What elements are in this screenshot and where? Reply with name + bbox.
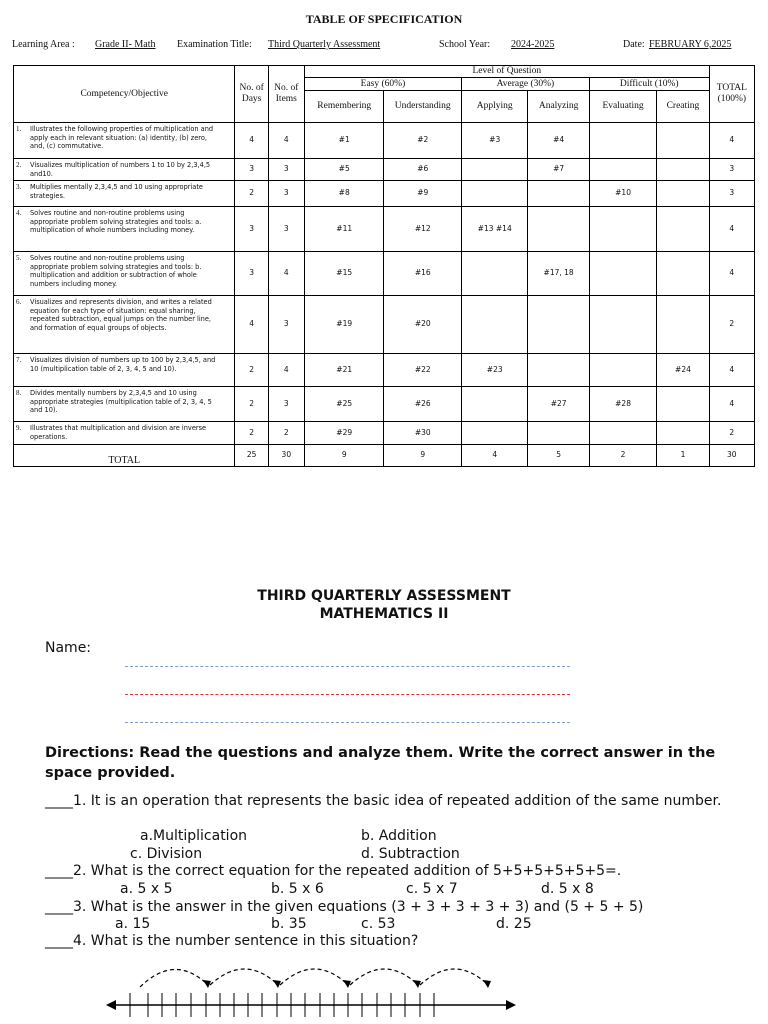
total-creating: 1 [657, 445, 709, 467]
competency-text: Illustrates the following properties of multiplication and apply each in relevant situation: (a) identity, (b) zero, and, (c) commutative. [30, 125, 214, 151]
cell-remembering: #29 [304, 422, 384, 445]
header-level: Level of Question [304, 66, 709, 78]
table-row [14, 354, 755, 387]
competency-cell [14, 159, 235, 181]
header-analyzing: Analyzing [528, 91, 589, 123]
question-1-text: 1. It is an operation that represents the basic idea of repeated addition of the same number. [73, 793, 722, 809]
table-row [14, 159, 755, 181]
exam-title-label: Examination Title: [177, 39, 252, 50]
cell-understanding: #26 [384, 387, 462, 422]
cell-total: 4 [709, 387, 754, 422]
name-label: Name: [45, 640, 92, 656]
answer-blank-4[interactable]: ____ [45, 933, 73, 949]
tos-title: TABLE OF SPECIFICATION [305, 12, 463, 26]
competency-cell [14, 354, 235, 387]
cell-applying: #13 #14 [461, 207, 527, 252]
cell-items: 2 [268, 422, 304, 445]
cell-days: 3 [235, 159, 268, 181]
cell-remembering: #25 [304, 387, 384, 422]
cell-applying [461, 296, 527, 354]
competency-number: 9. [16, 424, 22, 433]
cell-days: 2 [235, 354, 268, 387]
school-year-label: School Year: [439, 39, 491, 50]
name-line-top[interactable] [125, 666, 570, 667]
competency-cell [14, 207, 235, 252]
cell-understanding: #30 [384, 422, 462, 445]
cell-days: 4 [235, 123, 268, 159]
learning-area-label: Learning Area : [12, 39, 75, 50]
cell-remembering: #19 [304, 296, 384, 354]
cell-evaluating [589, 422, 656, 445]
cell-evaluating [589, 296, 656, 354]
total-total: 30 [709, 445, 754, 467]
question-4 [45, 933, 745, 950]
header-remembering: Remembering [304, 91, 384, 123]
date-label: Date: [623, 39, 645, 50]
competency-number: 4. [16, 209, 22, 218]
competency-number: 7. [16, 356, 22, 365]
table-row [14, 422, 755, 445]
cell-days: 3 [235, 252, 268, 296]
cell-total: 3 [709, 159, 754, 181]
cell-creating [657, 123, 709, 159]
header-competency: Competency/Objective [14, 66, 235, 123]
total-analyzing: 5 [528, 445, 589, 467]
competency-text: Visualizes division of numbers up to 100 by 2,3,4,5, and 10 (multiplication table of 2, 3, 4, 5 and 10). [30, 356, 216, 373]
q1-option-a: a.Multiplication [140, 828, 248, 844]
cell-days: 2 [235, 422, 268, 445]
q1-option-c: c. Division [130, 846, 203, 862]
cell-analyzing [528, 207, 589, 252]
name-line-middle[interactable] [125, 694, 570, 695]
competency-cell [14, 296, 235, 354]
q2-option-d: d. 5 x 8 [541, 881, 594, 897]
cell-remembering: #1 [304, 123, 384, 159]
assessment-title-line1: THIRD QUARTERLY ASSESSMENT [257, 588, 511, 604]
cell-items: 3 [268, 296, 304, 354]
competency-number: 1. [16, 125, 22, 133]
cell-analyzing: #17, 18 [528, 252, 589, 296]
cell-remembering: #5 [304, 159, 384, 181]
cell-creating [657, 296, 709, 354]
answer-blank-3[interactable]: ____ [45, 899, 73, 915]
exam-title-value: Third Quarterly Assessment [268, 39, 381, 50]
number-line-right-arrow [506, 1000, 516, 1010]
number-line-figure [100, 955, 530, 1024]
cell-applying [461, 159, 527, 181]
answer-blank-2[interactable]: ____ [45, 863, 73, 879]
competency-cell [14, 387, 235, 422]
cell-days: 2 [235, 387, 268, 422]
total-row [14, 445, 755, 467]
cell-analyzing [528, 422, 589, 445]
question-2-text: 2. What is the correct equation for the repeated addition of 5+5+5+5+5+5=. [73, 863, 622, 879]
q1-option-b: b. Addition [361, 828, 437, 844]
cell-evaluating [589, 354, 656, 387]
total-remembering: 9 [304, 445, 384, 467]
cell-understanding: #6 [384, 159, 462, 181]
table-row [14, 252, 755, 296]
competency-text: Visualizes multiplication of numbers 1 to 10 by 2,3,4,5 and10. [30, 161, 211, 178]
competency-number: 8. [16, 389, 22, 398]
cell-total: 2 [709, 422, 754, 445]
number-line-left-arrow [106, 1000, 116, 1010]
total-evaluating: 2 [589, 445, 656, 467]
cell-understanding: #2 [384, 123, 462, 159]
cell-evaluating [589, 159, 656, 181]
cell-remembering: #15 [304, 252, 384, 296]
competency-number: 5. [16, 254, 22, 263]
answer-blank-1[interactable]: ____ [45, 793, 73, 809]
q1-option-d: d. Subtraction [361, 846, 460, 862]
school-year-value: 2024-2025 [511, 39, 555, 50]
competency-text: Multiplies mentally 2,3,4,5 and 10 using appropriate strategies. [30, 183, 203, 200]
question-1 [45, 793, 735, 810]
assessment-title-line2: MATHEMATICS II [319, 605, 449, 622]
competency-text: Divides mentally numbers by 2,3,4,5 and 10 using appropriate strategies (multiplication table of 2, 3, 4, 5 and 10). [30, 389, 212, 415]
cell-applying: #23 [461, 354, 527, 387]
cell-remembering: #11 [304, 207, 384, 252]
cell-creating [657, 181, 709, 207]
q2-option-a: a. 5 x 5 [120, 881, 173, 897]
cell-evaluating: #28 [589, 387, 656, 422]
cell-total: 4 [709, 207, 754, 252]
cell-total: 4 [709, 252, 754, 296]
cell-creating [657, 422, 709, 445]
cell-creating [657, 159, 709, 181]
competency-cell [14, 123, 235, 159]
header-difficult: Difficult (10%) [589, 78, 709, 91]
cell-analyzing: #4 [528, 123, 589, 159]
header-easy: Easy (60%) [304, 78, 461, 91]
q3-option-d: d. 25 [496, 916, 532, 932]
cell-evaluating [589, 252, 656, 296]
header-evaluating: Evaluating [589, 91, 656, 123]
cell-applying [461, 252, 527, 296]
cell-days: 4 [235, 296, 268, 354]
cell-items: 4 [268, 354, 304, 387]
cell-total: 4 [709, 354, 754, 387]
table-row [14, 181, 755, 207]
cell-remembering: #21 [304, 354, 384, 387]
cell-understanding: #16 [384, 252, 462, 296]
date-value: FEBRUARY 6,2025 [649, 39, 732, 50]
tos-rows [14, 123, 755, 445]
question-3 [45, 899, 755, 916]
q3-option-a: a. 15 [115, 916, 151, 932]
total-label: TOTAL [14, 445, 235, 467]
cell-creating [657, 252, 709, 296]
question-3-text: 3. What is the answer in the given equations (3 + 3 + 3 + 3 + 3) and (5 + 5 + 5) [73, 899, 644, 915]
cell-items: 4 [268, 123, 304, 159]
q2-option-c: c. 5 x 7 [406, 881, 458, 897]
header-average: Average (30%) [461, 78, 589, 91]
assessment-title [0, 588, 768, 623]
competency-text: Visualizes and represents division, and writes a related equation for each type of situation: equal sharing, repeated subtraction, equal jumps on the number line, and formation of equal groups of objects. [30, 298, 212, 332]
cell-total: 2 [709, 296, 754, 354]
learning-area-value: Grade II- Math [95, 39, 156, 50]
competency-cell [14, 181, 235, 207]
cell-analyzing [528, 354, 589, 387]
table-row [14, 207, 755, 252]
cell-creating: #24 [657, 354, 709, 387]
number-line-jump-arrows [203, 980, 491, 988]
competency-text: Solves routine and non-routine problems using appropriate problem solving strategies and tools: a. multiplication of whole numbers including money. [30, 209, 202, 235]
total-understanding: 9 [384, 445, 462, 467]
cell-creating [657, 387, 709, 422]
cell-analyzing [528, 181, 589, 207]
header-understanding: Understanding [384, 91, 462, 123]
cell-applying: #3 [461, 123, 527, 159]
header-days: No. of Days [235, 66, 268, 123]
q2-option-b: b. 5 x 6 [271, 881, 324, 897]
number-line-jumps [140, 969, 488, 987]
cell-analyzing: #7 [528, 159, 589, 181]
header-creating: Creating [657, 91, 709, 123]
competency-text: Illustrates that multiplication and division are inverse operations. [30, 424, 207, 441]
cell-applying [461, 422, 527, 445]
total-items: 30 [268, 445, 304, 467]
competency-text: Solves routine and non-routine problems using appropriate problem solving strategies and tools: b. multiplication and addition or subtraction of whole numbers including money. [30, 254, 202, 288]
cell-items: 3 [268, 159, 304, 181]
cell-understanding: #9 [384, 181, 462, 207]
cell-analyzing: #27 [528, 387, 589, 422]
cell-evaluating [589, 207, 656, 252]
cell-analyzing [528, 296, 589, 354]
competency-cell [14, 252, 235, 296]
q3-option-b: b. 35 [271, 916, 307, 932]
header-total: TOTAL (100%) [709, 66, 754, 123]
question-2 [45, 863, 745, 880]
cell-items: 3 [268, 387, 304, 422]
cell-understanding: #20 [384, 296, 462, 354]
total-days: 25 [235, 445, 268, 467]
cell-applying [461, 181, 527, 207]
competency-cell [14, 422, 235, 445]
header-applying: Applying [461, 91, 527, 123]
cell-days: 3 [235, 207, 268, 252]
competency-number: 6. [16, 298, 22, 307]
competency-number: 2. [16, 161, 22, 169]
cell-items: 3 [268, 181, 304, 207]
cell-days: 2 [235, 181, 268, 207]
cell-total: 3 [709, 181, 754, 207]
table-row [14, 387, 755, 422]
cell-items: 3 [268, 207, 304, 252]
cell-understanding: #12 [384, 207, 462, 252]
q3-option-c: c. 53 [361, 916, 396, 932]
directions: Directions: Read the questions and analyze them. Write the correct answer in the space provided. [45, 745, 716, 781]
question-4-text: 4. What is the number sentence in this situation? [73, 933, 419, 949]
cell-remembering: #8 [304, 181, 384, 207]
cell-total: 4 [709, 123, 754, 159]
table-row [14, 123, 755, 159]
tos-table [13, 65, 755, 467]
cell-items: 4 [268, 252, 304, 296]
competency-number: 3. [16, 183, 22, 192]
cell-understanding: #22 [384, 354, 462, 387]
cell-evaluating: #10 [589, 181, 656, 207]
header-items: No. of Items [268, 66, 304, 123]
total-applying: 4 [461, 445, 527, 467]
cell-creating [657, 207, 709, 252]
cell-evaluating [589, 123, 656, 159]
table-row [14, 296, 755, 354]
name-line-bottom[interactable] [125, 722, 570, 723]
cell-applying [461, 387, 527, 422]
